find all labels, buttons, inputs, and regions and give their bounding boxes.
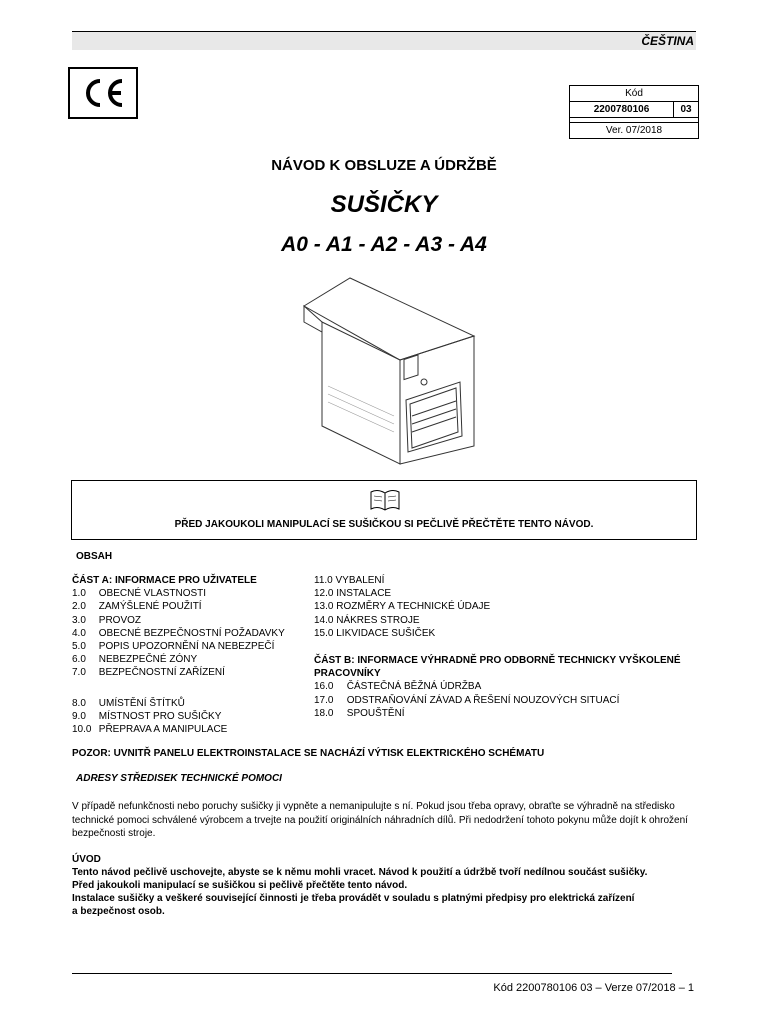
intro-line: a bezpečnost osob. [72, 906, 165, 917]
part-a-list-2 [72, 697, 312, 737]
toc-item: 18.0 SPOUŠTĚNÍ [314, 707, 405, 719]
toc-item: 4.0 OBECNÉ BEZPEČNOSTNÍ POŽADAVKY [72, 627, 285, 639]
service-paragraph: V případě nefunkčnosti nebo poruchy sušičky ji vypněte a nemanipulujte s ní. Pokud jsou třeba opravy, obraťte se výhradně na středisko technické pomoci schválené výrobcem a trvejte na použití originálních náhradních dílů. Při nedodržení tohoto pokynu může dojít k ohrožení bezpečnosti stroje. [72, 801, 688, 839]
toc-item: 12.0 INSTALACE [314, 588, 392, 600]
toc-item: 14.0 NÁKRES STROJE [314, 614, 420, 626]
footer-divider [72, 973, 672, 974]
electrical-diagram-warning: POZOR: UVNITŘ PANELU ELEKTROINSTALACE SE NACHÁZÍ VÝTISK ELEKTRICKÉHO SCHÉMATU [72, 748, 545, 759]
intro-line: Instalace sušičky a veškeré související činnosti je třeba provádět v souladu s platnými předpisy pro elektrická zařízení [72, 893, 635, 904]
introduction-section [72, 853, 698, 918]
language-bar [72, 31, 696, 50]
notice-text: PŘED JAKOUKOLI MANIPULACÍ SE SUŠIČKOU SI PEČLIVĚ PŘEČTĚTE TENTO NÁVOD. [174, 519, 594, 530]
document-revision: 03 [674, 102, 699, 118]
part-a-title: ČÁST A: INFORMACE PRO UŽIVATELE [72, 575, 257, 586]
intro-line: Před jakoukoli manipulací se sušičkou si pečlivě přečtěte tento návod. [72, 880, 408, 891]
toc-item: 17.0 ODSTRAŇOVÁNÍ ZÁVAD A ŘEŠENÍ NOUZOVÝCH SITUACÍ [314, 694, 620, 706]
toc-item: 8.0 UMÍSTĚNÍ ŠTÍTKŮ [72, 697, 185, 709]
contents-heading: OBSAH [76, 551, 113, 562]
ce-mark-logo [68, 67, 138, 119]
toc-item: 9.0 MÍSTNOST PRO SUŠIČKY [72, 710, 222, 722]
toc-item: 16.0 ČÁSTEČNÁ BĚŽNÁ ÚDRŽBA [314, 681, 482, 693]
document-code: 2200780106 [570, 102, 674, 118]
toc-item: 7.0 BEZPEČNOSTNÍ ZAŘÍZENÍ [72, 667, 225, 679]
contents-column-b [314, 574, 704, 720]
dryer-illustration [298, 276, 478, 466]
language-label: ČEŠTINA [641, 34, 694, 48]
model-list: A0 - A1 - A2 - A3 - A4 [281, 233, 487, 256]
manual-title: NÁVOD K OBSLUZE A ÚDRŽBĚ [271, 157, 497, 174]
ce-mark-icon [70, 69, 136, 117]
service-centers-heading: ADRESY STŘEDISEK TECHNICKÉ POMOCI [76, 773, 282, 784]
code-label: Kód [570, 86, 699, 102]
toc-item: 1.0 OBECNÉ VLASTNOSTI [72, 588, 207, 600]
toc-item: 13.0 ROZMĚRY A TECHNICKÉ ÚDAJE [314, 601, 491, 613]
toc-item: 11.0 VYBALENÍ [314, 575, 385, 586]
part-a-list-1 [72, 587, 312, 679]
read-manual-notice [71, 480, 697, 540]
document-code-table [569, 85, 699, 139]
open-book-icon [370, 489, 400, 511]
document-version: Ver. 07/2018 [570, 123, 699, 139]
toc-item: 2.0 ZAMÝŠLENÉ POUŽITÍ [72, 601, 202, 613]
product-title: SUŠIČKY [330, 191, 438, 218]
intro-heading: ÚVOD [72, 854, 101, 865]
intro-line: Tento návod pečlivě uschovejte, abyste se k němu mohli vracet. Návod k použití a údržbě tvoří nedílnou součást sušičky. [72, 867, 648, 878]
toc-item: 6.0 NEBEZPEČNÉ ZÓNY [72, 654, 198, 666]
contents-column-a [72, 574, 312, 736]
toc-item: 10.0 PŘEPRAVA A MANIPULACE [72, 723, 228, 735]
part-b-title: ČÁST B: INFORMACE VÝHRADNĚ PRO ODBORNĚ TECHNICKY VYŠKOLENÉ PRACOVNÍKY [314, 654, 681, 680]
toc-item: 3.0 PROVOZ [72, 614, 142, 626]
toc-item: 15.0 LIKVIDACE SUŠIČEK [314, 627, 436, 639]
page-footer: Kód 2200780106 03 – Verze 07/2018 – 1 [493, 982, 694, 994]
toc-item: 5.0 POPIS UPOZORNĚNÍ NA NEBEZPEČÍ [72, 640, 275, 652]
